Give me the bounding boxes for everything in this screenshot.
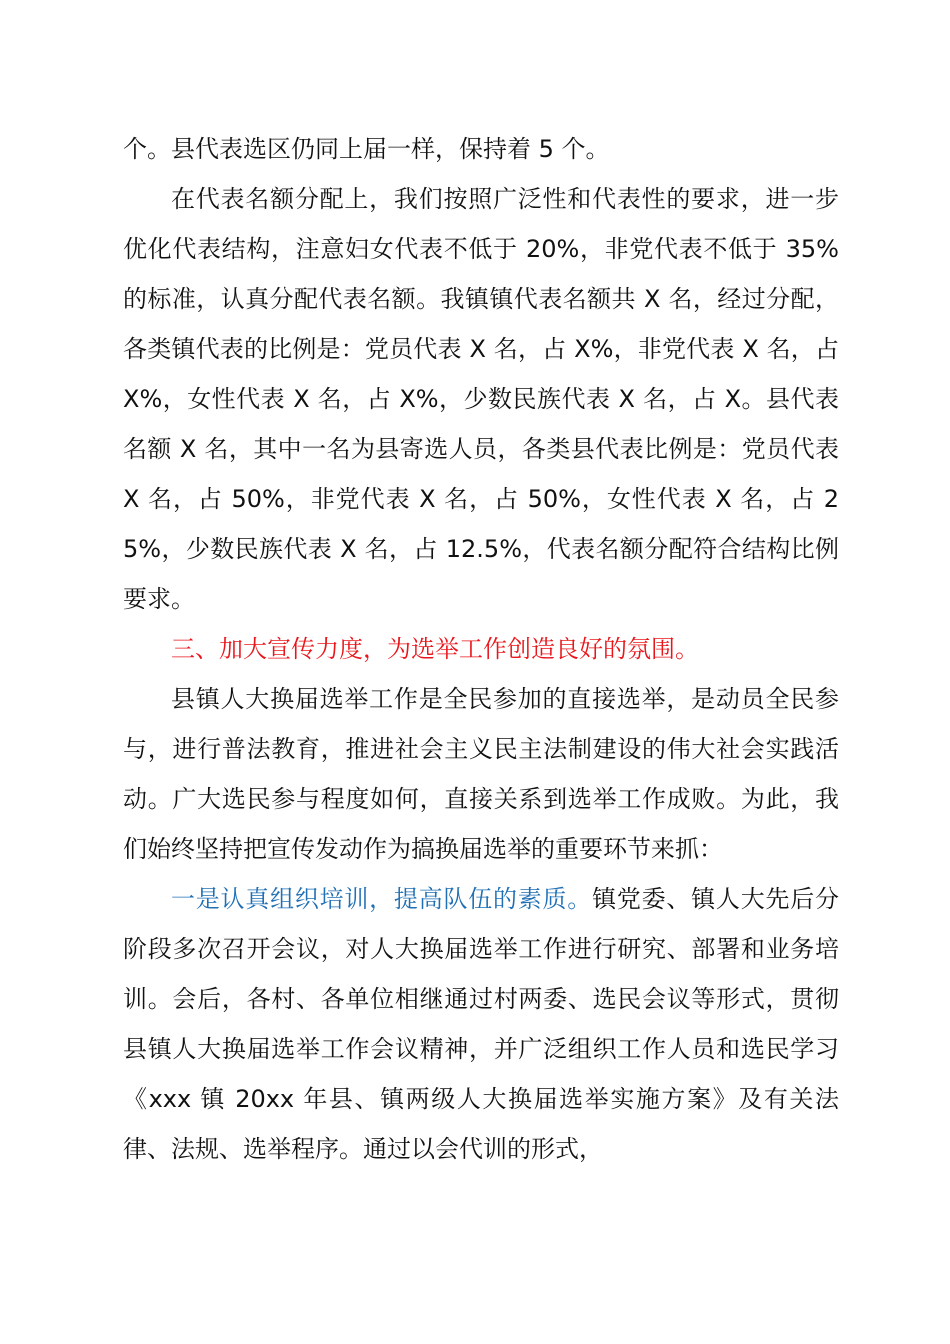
- document-page: [123, 124, 839, 1174]
- section-heading-publicity: 三、加大宣传力度，为选举工作创造良好的氛围。: [171, 635, 699, 663]
- paragraph-publicity-intro: 县镇人大换届选举工作是全民参加的直接选举，是动员全民参与，进行普法教育，推进社会主义民主法制建设的伟大社会实践活动。广大选民参与程度如何，直接关系到选举工作成败。为此，我们始终坚持把宣传发动作为搞换届选举的重要环节来抓：: [123, 685, 839, 863]
- paragraph-district-count: 个。县代表选区仍同上届一样，保持着 5 个。: [123, 135, 610, 163]
- paragraph-quota-allocation: 在代表名额分配上，我们按照广泛性和代表性的要求，进一步优化代表结构，注意妇女代表不低于 20%，非党代表不低于 35%的标准，认真分配代表名额。我镇镇代表名额共 X 名，经过分配，各类镇代表的比例是：党员代表 X 名，占 X%，非党代表 X 名，占 X%，女性代表 X 名，占 X%，少数民族代表 X 名，占 X。县代表名额 X 名，其中一名为县寄选人员，各类县代表比例是：党员代表 X 名，占 50%，非党代表 X 名，占 50%，女性代表 X 名，占 25%，少数民族代表 X 名，占 12.5%，代表名额分配符合结构比例要求。: [123, 185, 839, 613]
- paragraph-training: [123, 874, 839, 1174]
- paragraph-training-body: 镇党委、镇人大先后分阶段多次召开会议，对人大换届选举工作进行研究、部署和业务培训。会后，各村、各单位相继通过村两委、选民会议等形式，贯彻县镇人大换届选举工作会议精神，并广泛组织工作人员和选民学习《xxx 镇 20xx 年县、镇两级人大换届选举实施方案》及有关法律、法规、选举程序。通过以会代训的形式，: [123, 885, 840, 1163]
- subheading-training: 一是认真组织培训，提高队伍的素质。: [171, 885, 593, 913]
